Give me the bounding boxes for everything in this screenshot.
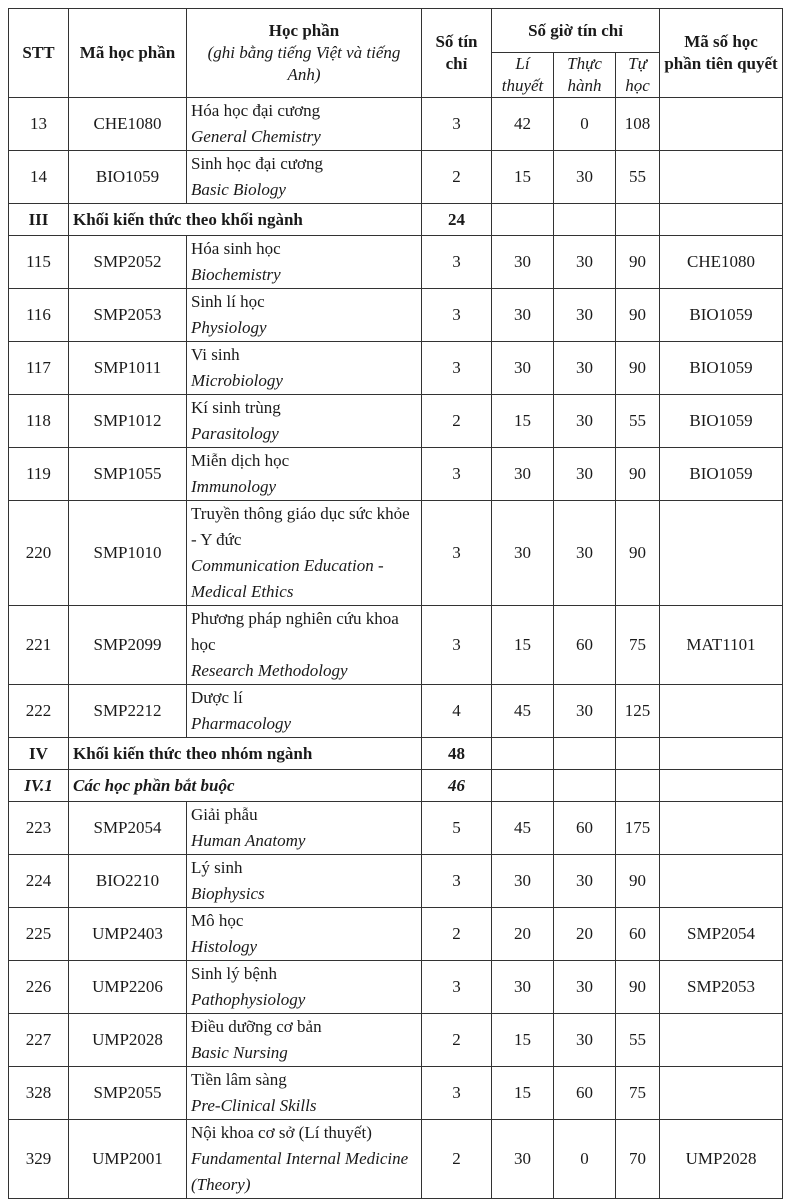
row-course-name bbox=[187, 802, 422, 855]
row-prereq: CHE1080 bbox=[660, 236, 783, 289]
row-theory: 30 bbox=[492, 289, 554, 342]
row-code: SMP1010 bbox=[69, 501, 187, 606]
row-theory: 30 bbox=[492, 855, 554, 908]
row-theory: 45 bbox=[492, 685, 554, 738]
course-name-en: Basic Biology bbox=[191, 180, 286, 199]
row-self-study: 55 bbox=[616, 395, 660, 448]
row-self-study: 55 bbox=[616, 1014, 660, 1067]
row-code: SMP2055 bbox=[69, 1067, 187, 1120]
row-stt: 225 bbox=[9, 908, 69, 961]
row-prereq bbox=[660, 501, 783, 606]
table-body bbox=[9, 98, 783, 1199]
course-name-vi: Kí sinh trùng bbox=[191, 398, 281, 417]
header-practice: Thực hành bbox=[554, 53, 616, 98]
row-code: CHE1080 bbox=[69, 98, 187, 151]
section-credits: 48 bbox=[422, 738, 492, 770]
section-empty-theory bbox=[492, 770, 554, 802]
row-practice: 30 bbox=[554, 236, 616, 289]
section-empty-self-study bbox=[616, 770, 660, 802]
row-course-name bbox=[187, 1014, 422, 1067]
row-course-name bbox=[187, 606, 422, 685]
row-course-name bbox=[187, 395, 422, 448]
course-name-en: Physiology bbox=[191, 318, 267, 337]
row-credits: 2 bbox=[422, 395, 492, 448]
row-stt: 220 bbox=[9, 501, 69, 606]
section-empty-prereq bbox=[660, 770, 783, 802]
course-name-vi: Vi sinh bbox=[191, 345, 240, 364]
row-course-name bbox=[187, 908, 422, 961]
header-theory: Lí thuyết bbox=[492, 53, 554, 98]
table-row bbox=[9, 395, 783, 448]
row-course-name bbox=[187, 1120, 422, 1199]
row-course-name bbox=[187, 342, 422, 395]
row-self-study: 75 bbox=[616, 606, 660, 685]
row-prereq bbox=[660, 151, 783, 204]
course-name-en: Biophysics bbox=[191, 884, 265, 903]
course-name-vi: Nội khoa cơ sở (Lí thuyết) bbox=[191, 1123, 372, 1142]
row-theory: 42 bbox=[492, 98, 554, 151]
table-row bbox=[9, 448, 783, 501]
row-credits: 3 bbox=[422, 98, 492, 151]
row-code: BIO2210 bbox=[69, 855, 187, 908]
header-row bbox=[9, 9, 783, 53]
course-name-en: Histology bbox=[191, 937, 258, 956]
course-name-en: Research Methodology bbox=[191, 661, 348, 680]
table-row bbox=[9, 685, 783, 738]
curriculum-table bbox=[8, 8, 783, 1199]
row-prereq bbox=[660, 1067, 783, 1120]
course-name-en: Basic Nursing bbox=[191, 1043, 288, 1062]
course-name-en: Pathophysiology bbox=[191, 990, 306, 1009]
course-name-en: Communication Education -Medical Ethics bbox=[191, 556, 384, 601]
header-prereq: Mã số học phần tiên quyết bbox=[660, 9, 783, 98]
row-practice: 60 bbox=[554, 1067, 616, 1120]
row-prereq: SMP2054 bbox=[660, 908, 783, 961]
course-name-vi: Truyền thông giáo dục sức khỏe - Y đức bbox=[191, 504, 410, 549]
table-row bbox=[9, 236, 783, 289]
row-self-study: 90 bbox=[616, 448, 660, 501]
row-theory: 30 bbox=[492, 1120, 554, 1199]
row-credits: 3 bbox=[422, 501, 492, 606]
row-self-study: 90 bbox=[616, 501, 660, 606]
row-code: UMP2028 bbox=[69, 1014, 187, 1067]
row-self-study: 70 bbox=[616, 1120, 660, 1199]
row-code: SMP1011 bbox=[69, 342, 187, 395]
course-name-vi: Sinh học đại cương bbox=[191, 154, 323, 173]
section-title: Khối kiến thức theo khối ngành bbox=[69, 204, 422, 236]
header-course-note: (ghi bằng tiếng Việt và tiếng Anh) bbox=[207, 43, 401, 84]
course-name-en: Biochemistry bbox=[191, 265, 281, 284]
header-course-title: Học phần bbox=[268, 21, 340, 40]
section-empty-self-study bbox=[616, 204, 660, 236]
row-stt: 116 bbox=[9, 289, 69, 342]
row-self-study: 75 bbox=[616, 1067, 660, 1120]
row-theory: 20 bbox=[492, 908, 554, 961]
row-self-study: 175 bbox=[616, 802, 660, 855]
row-prereq bbox=[660, 855, 783, 908]
row-prereq: UMP2028 bbox=[660, 1120, 783, 1199]
row-credits: 4 bbox=[422, 685, 492, 738]
header-self-study: Tự học bbox=[616, 53, 660, 98]
row-practice: 30 bbox=[554, 151, 616, 204]
row-credits: 2 bbox=[422, 151, 492, 204]
section-empty-practice bbox=[554, 738, 616, 770]
row-credits: 2 bbox=[422, 1120, 492, 1199]
course-name-vi: Điều dưỡng cơ bản bbox=[191, 1017, 322, 1036]
row-self-study: 90 bbox=[616, 855, 660, 908]
row-course-name bbox=[187, 289, 422, 342]
row-self-study: 60 bbox=[616, 908, 660, 961]
row-course-name bbox=[187, 501, 422, 606]
row-prereq bbox=[660, 685, 783, 738]
section-credits: 24 bbox=[422, 204, 492, 236]
section-row bbox=[9, 738, 783, 770]
course-name-vi: Sinh lý bệnh bbox=[191, 964, 277, 983]
table-row bbox=[9, 289, 783, 342]
row-code: UMP2001 bbox=[69, 1120, 187, 1199]
table-row bbox=[9, 802, 783, 855]
row-practice: 30 bbox=[554, 961, 616, 1014]
row-stt: 328 bbox=[9, 1067, 69, 1120]
row-code: BIO1059 bbox=[69, 151, 187, 204]
course-name-vi: Lý sinh bbox=[191, 858, 243, 877]
row-credits: 3 bbox=[422, 289, 492, 342]
row-stt: 221 bbox=[9, 606, 69, 685]
row-course-name bbox=[187, 448, 422, 501]
row-code: SMP2052 bbox=[69, 236, 187, 289]
section-credits: 46 bbox=[422, 770, 492, 802]
row-practice: 30 bbox=[554, 501, 616, 606]
row-prereq: BIO1059 bbox=[660, 448, 783, 501]
row-stt: 224 bbox=[9, 855, 69, 908]
row-stt: 222 bbox=[9, 685, 69, 738]
course-name-en: General Chemistry bbox=[191, 127, 321, 146]
row-credits: 3 bbox=[422, 606, 492, 685]
row-stt: 118 bbox=[9, 395, 69, 448]
row-self-study: 90 bbox=[616, 236, 660, 289]
table-row bbox=[9, 606, 783, 685]
row-code: SMP2212 bbox=[69, 685, 187, 738]
row-self-study: 108 bbox=[616, 98, 660, 151]
course-name-vi: Mô học bbox=[191, 911, 244, 930]
row-course-name bbox=[187, 685, 422, 738]
row-prereq: BIO1059 bbox=[660, 395, 783, 448]
row-theory: 45 bbox=[492, 802, 554, 855]
course-name-vi: Giải phẫu bbox=[191, 805, 258, 824]
section-row bbox=[9, 204, 783, 236]
section-empty-theory bbox=[492, 204, 554, 236]
header-course bbox=[187, 9, 422, 98]
table-row bbox=[9, 908, 783, 961]
header-stt: STT bbox=[9, 9, 69, 98]
section-empty-prereq bbox=[660, 204, 783, 236]
row-stt: 115 bbox=[9, 236, 69, 289]
row-prereq: BIO1059 bbox=[660, 289, 783, 342]
row-practice: 60 bbox=[554, 802, 616, 855]
course-name-vi: Tiền lâm sàng bbox=[191, 1070, 287, 1089]
row-stt: 117 bbox=[9, 342, 69, 395]
row-credits: 3 bbox=[422, 342, 492, 395]
row-prereq: BIO1059 bbox=[660, 342, 783, 395]
row-stt: 226 bbox=[9, 961, 69, 1014]
course-name-vi: Miễn dịch học bbox=[191, 451, 290, 470]
row-prereq: MAT1101 bbox=[660, 606, 783, 685]
row-code: SMP1012 bbox=[69, 395, 187, 448]
section-empty-practice bbox=[554, 204, 616, 236]
row-course-name bbox=[187, 151, 422, 204]
table-row bbox=[9, 1067, 783, 1120]
row-prereq: SMP2053 bbox=[660, 961, 783, 1014]
table-row bbox=[9, 1014, 783, 1067]
subsection-row bbox=[9, 770, 783, 802]
course-name-en: Fundamental Internal Medicine (Theory) bbox=[191, 1149, 409, 1194]
row-theory: 30 bbox=[492, 961, 554, 1014]
header-code: Mã học phần bbox=[69, 9, 187, 98]
row-practice: 0 bbox=[554, 98, 616, 151]
table-row bbox=[9, 855, 783, 908]
course-name-en: Pharmacology bbox=[191, 714, 292, 733]
row-theory: 15 bbox=[492, 395, 554, 448]
row-prereq bbox=[660, 1014, 783, 1067]
row-practice: 30 bbox=[554, 289, 616, 342]
row-theory: 15 bbox=[492, 151, 554, 204]
section-stt: IV bbox=[9, 738, 69, 770]
row-credits: 3 bbox=[422, 855, 492, 908]
row-stt: 14 bbox=[9, 151, 69, 204]
row-course-name bbox=[187, 961, 422, 1014]
course-name-en: Human Anatomy bbox=[191, 831, 306, 850]
row-self-study: 90 bbox=[616, 289, 660, 342]
course-name-en: Microbiology bbox=[191, 371, 283, 390]
row-stt: 223 bbox=[9, 802, 69, 855]
course-name-vi: Dược lí bbox=[191, 688, 243, 707]
row-self-study: 90 bbox=[616, 961, 660, 1014]
row-theory: 15 bbox=[492, 1014, 554, 1067]
row-code: UMP2206 bbox=[69, 961, 187, 1014]
table-row bbox=[9, 961, 783, 1014]
row-practice: 30 bbox=[554, 395, 616, 448]
row-self-study: 90 bbox=[616, 342, 660, 395]
row-code: SMP2099 bbox=[69, 606, 187, 685]
row-code: SMP2054 bbox=[69, 802, 187, 855]
row-course-name bbox=[187, 236, 422, 289]
section-empty-prereq bbox=[660, 738, 783, 770]
row-credits: 3 bbox=[422, 448, 492, 501]
row-practice: 30 bbox=[554, 448, 616, 501]
row-stt: 13 bbox=[9, 98, 69, 151]
row-credits: 3 bbox=[422, 1067, 492, 1120]
course-name-en: Pre-Clinical Skills bbox=[191, 1096, 317, 1115]
header-credits: Số tín chỉ bbox=[422, 9, 492, 98]
row-theory: 15 bbox=[492, 606, 554, 685]
section-stt: III bbox=[9, 204, 69, 236]
course-name-en: Immunology bbox=[191, 477, 276, 496]
row-stt: 119 bbox=[9, 448, 69, 501]
row-stt: 227 bbox=[9, 1014, 69, 1067]
table-row bbox=[9, 98, 783, 151]
row-credits: 3 bbox=[422, 236, 492, 289]
row-theory: 30 bbox=[492, 501, 554, 606]
row-practice: 30 bbox=[554, 855, 616, 908]
row-credits: 5 bbox=[422, 802, 492, 855]
row-stt: 329 bbox=[9, 1120, 69, 1199]
section-stt: IV.1 bbox=[9, 770, 69, 802]
section-empty-theory bbox=[492, 738, 554, 770]
row-practice: 20 bbox=[554, 908, 616, 961]
row-prereq bbox=[660, 98, 783, 151]
row-practice: 30 bbox=[554, 685, 616, 738]
course-name-en: Parasitology bbox=[191, 424, 279, 443]
row-practice: 30 bbox=[554, 1014, 616, 1067]
row-course-name bbox=[187, 1067, 422, 1120]
row-practice: 60 bbox=[554, 606, 616, 685]
section-empty-self-study bbox=[616, 738, 660, 770]
row-theory: 15 bbox=[492, 1067, 554, 1120]
row-course-name bbox=[187, 98, 422, 151]
row-practice: 30 bbox=[554, 342, 616, 395]
course-name-vi: Hóa học đại cương bbox=[191, 101, 321, 120]
row-prereq bbox=[660, 802, 783, 855]
table-row bbox=[9, 342, 783, 395]
header-hours: Số giờ tín chỉ bbox=[492, 9, 660, 53]
row-credits: 2 bbox=[422, 1014, 492, 1067]
section-title: Khối kiến thức theo nhóm ngành bbox=[69, 738, 422, 770]
row-theory: 30 bbox=[492, 448, 554, 501]
row-code: SMP1055 bbox=[69, 448, 187, 501]
course-name-vi: Hóa sinh học bbox=[191, 239, 281, 258]
row-course-name bbox=[187, 855, 422, 908]
table-row bbox=[9, 1120, 783, 1199]
row-theory: 30 bbox=[492, 236, 554, 289]
table-row bbox=[9, 501, 783, 606]
course-name-vi: Sinh lí học bbox=[191, 292, 265, 311]
row-theory: 30 bbox=[492, 342, 554, 395]
row-credits: 2 bbox=[422, 908, 492, 961]
section-empty-practice bbox=[554, 770, 616, 802]
row-code: UMP2403 bbox=[69, 908, 187, 961]
row-self-study: 125 bbox=[616, 685, 660, 738]
row-practice: 0 bbox=[554, 1120, 616, 1199]
row-code: SMP2053 bbox=[69, 289, 187, 342]
course-name-vi: Phương pháp nghiên cứu khoa học bbox=[191, 609, 399, 654]
row-self-study: 55 bbox=[616, 151, 660, 204]
section-title: Các học phần bắt buộc bbox=[69, 770, 422, 802]
row-credits: 3 bbox=[422, 961, 492, 1014]
table-row bbox=[9, 151, 783, 204]
